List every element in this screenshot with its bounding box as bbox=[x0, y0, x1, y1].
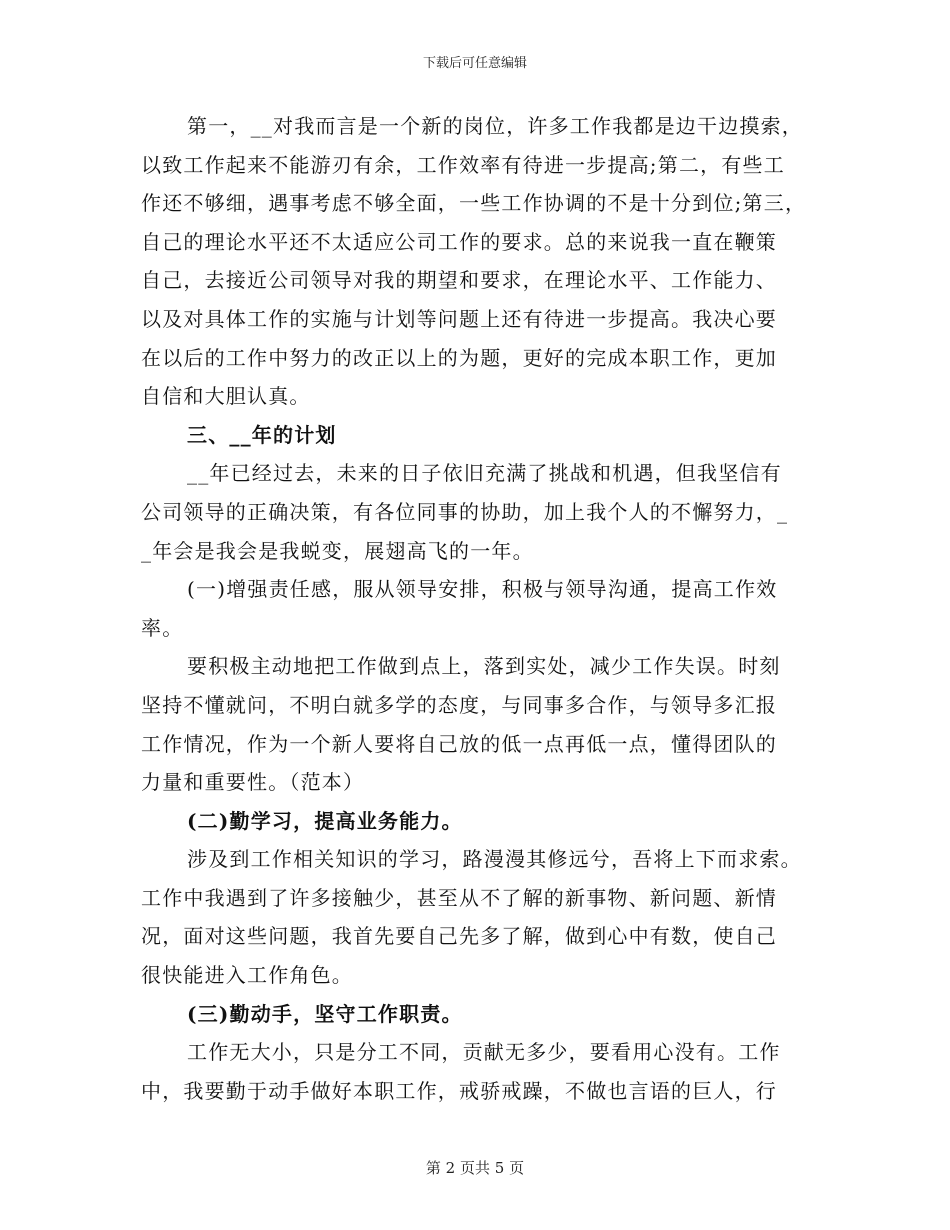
paragraph-line: 力量和重要性。（范本） bbox=[141, 770, 365, 795]
paragraph-line: 自信和大胆认真。 bbox=[141, 384, 311, 409]
page-number-footer: 第 2 页共 5 页 bbox=[425, 1159, 525, 1177]
page-header: 下载后可任意编辑 bbox=[422, 56, 527, 71]
paragraph-line: 在以后的工作中努力的改正以上的为题，更好的完成本职工作，更加 bbox=[141, 345, 777, 370]
paragraph-line: 作还不够细，遇事考虑不够全面，一些工作协调的不是十分到位;第三， bbox=[141, 191, 807, 216]
paragraph-line: 很快能进入工作角色。 bbox=[141, 963, 353, 988]
paragraph-line: 中，我要勤于动手做好本职工作，戒骄戒躁，不做也言语的巨人，行 bbox=[141, 1078, 777, 1103]
document-body bbox=[141, 107, 813, 1110]
paragraph-line: 工作无大小，只是分工不同，贡献无多少，要看用心没有。工作 bbox=[187, 1040, 781, 1065]
paragraph-line: (一)增强责任感，服从领导安排，积极与领导沟通，提高工作效 bbox=[187, 577, 778, 602]
section-heading-line: (三)勤动手，坚守工作职责。 bbox=[187, 1001, 463, 1026]
paragraph-line: 坚持不懂就问，不明白就多学的态度，与同事多合作，与领导多汇报 bbox=[141, 692, 777, 717]
paragraph-line: 工作情况，作为一个新人要将自己放的低一点再低一点，懂得团队的 bbox=[141, 731, 777, 756]
paragraph-line: 要积极主动地把工作做到点上，落到实处，减少工作失误。时刻 bbox=[187, 654, 781, 679]
paragraph-line: __年已经过去，未来的日子依旧充满了挑战和机遇，但我坚信有 bbox=[187, 461, 782, 486]
paragraph-line: _年会是我会是我蜕变，展翅高飞的一年。 bbox=[141, 538, 534, 563]
paragraph-line: 第一，__对我而言是一个新的岗位，许多工作我都是边干边摸索， bbox=[187, 114, 803, 138]
paragraph-line: 率。 bbox=[141, 615, 184, 640]
paragraph-line: 工作中我遇到了许多接触少，甚至从不了解的新事物、新问题、新情 bbox=[141, 885, 777, 910]
paragraph-line: 以及对具体工作的实施与计划等问题上还有待进一步提高。我决心要 bbox=[141, 306, 777, 331]
section-heading-line: (二)勤学习，提高业务能力。 bbox=[187, 808, 463, 833]
paragraph-line: 况，面对这些问题，我首先要自己先多了解，做到心中有数，使自己 bbox=[141, 924, 777, 949]
paragraph-line: 自己的理论水平还不太适应公司工作的要求。总的来说我一直在鞭策 bbox=[141, 229, 777, 254]
paragraph-line: 涉及到工作相关知识的学习，路漫漫其修远兮，吾将上下而求索。 bbox=[187, 847, 802, 872]
paragraph-line: 以致工作起来不能游刃有余，工作效率有待进一步提高;第二，有些工 bbox=[141, 152, 785, 177]
paragraph-line: 自己，去接近公司领导对我的期望和要求，在理论水平、工作能力、 bbox=[141, 268, 777, 293]
section-heading-line: 三、__年的计划 bbox=[187, 422, 337, 447]
paragraph-line: 公司领导的正确决策，有各位同事的协助，加上我个人的不懈努力，_ bbox=[141, 499, 789, 524]
